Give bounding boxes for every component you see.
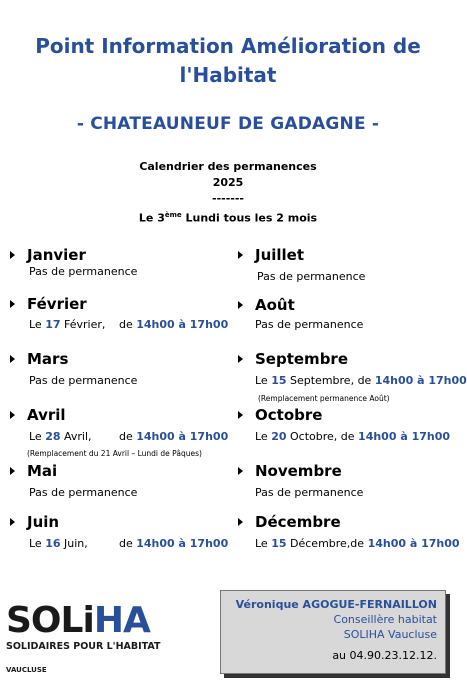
- bullet-icon: [238, 411, 243, 419]
- month-name: Juillet: [255, 246, 305, 264]
- month-fevrier: [10, 295, 87, 313]
- month-name: Mai: [27, 462, 58, 480]
- month-name: Janvier: [27, 246, 86, 264]
- bullet-icon: [238, 301, 243, 309]
- logo-department: VAUCLUSE: [6, 666, 47, 674]
- calendar-rule: Le 3ème Lundi tous les 2 mois: [138, 211, 318, 225]
- mai-text: Pas de permanence: [29, 486, 138, 499]
- janvier-text: Pas de permanence: [29, 265, 138, 278]
- calendar-header: [0, 159, 456, 227]
- avril-date: Le 28 Avril,: [29, 430, 92, 443]
- contact-name: Véronique AGOGUE-FERNAILLON: [235, 598, 437, 611]
- juillet-text: Pas de permanence: [257, 270, 366, 283]
- logo-tagline: SOLIDAIRES POUR L'HABITAT: [6, 641, 161, 652]
- contact-phone: au 04.90.23.12.12.: [332, 649, 437, 662]
- bullet-icon: [238, 251, 243, 259]
- avril-hours: de 14h00 à 17h00: [119, 430, 229, 443]
- soliha-logo: [6, 600, 161, 674]
- month-juin: [10, 513, 59, 531]
- logo-wordmark: SOLiHA: [6, 600, 150, 641]
- month-avril: [10, 406, 66, 424]
- month-name: Février: [27, 295, 87, 313]
- month-name: Septembre: [255, 350, 348, 368]
- fevrier-hours: de 14h00 à 17h00: [119, 318, 229, 331]
- calendar-separator: -------: [212, 192, 244, 205]
- month-name: Avril: [27, 406, 66, 424]
- bullet-icon: [10, 300, 15, 308]
- page-subtitle: - CHATEAUNEUF DE GADAGNE -: [76, 114, 380, 134]
- month-name: Décembre: [255, 513, 341, 531]
- month-aout: [238, 296, 295, 314]
- month-name: Novembre: [255, 462, 342, 480]
- aout-text: Pas de permanence: [255, 318, 364, 331]
- page-title: [0, 32, 456, 90]
- contact-box: [220, 590, 446, 674]
- juin-date: Le 16 Juin,: [29, 537, 88, 550]
- fevrier-date: Le 17 Février,: [29, 318, 106, 331]
- contact-role: Conseillère habitat: [333, 613, 437, 626]
- calendar-label: Calendrier des permanences: [139, 160, 317, 173]
- month-mai: [10, 462, 57, 480]
- month-novembre: [238, 462, 342, 480]
- calendar-year: 2025: [212, 176, 244, 189]
- decembre-date: Le 15 Décembre,de 14h00 à 17h00: [255, 537, 460, 550]
- bullet-icon: [10, 411, 15, 419]
- mars-text: Pas de permanence: [29, 374, 138, 387]
- juin-hours: de 14h00 à 17h00: [119, 537, 229, 550]
- bullet-icon: [10, 518, 15, 526]
- month-juillet: [238, 246, 304, 264]
- title-line-1: Point Information Amélioration de: [35, 34, 421, 58]
- month-octobre: [238, 406, 322, 424]
- contact-org: SOLIHA Vaucluse: [343, 628, 437, 641]
- bullet-icon: [238, 518, 243, 526]
- month-name: Mars: [27, 350, 69, 368]
- title-line-2: l'Habitat: [179, 63, 277, 87]
- bullet-icon: [238, 467, 243, 475]
- month-mars: [10, 350, 68, 368]
- novembre-text: Pas de permanence: [255, 486, 364, 499]
- month-name: Octobre: [255, 406, 323, 424]
- octobre-date: Le 20 Octobre, de 14h00 à 17h00: [255, 430, 451, 443]
- bullet-icon: [10, 251, 15, 259]
- month-name: Août: [255, 296, 295, 314]
- month-decembre: [238, 513, 341, 531]
- avril-note: (Remplacement du 21 Avril – Lundi de Pâques): [27, 449, 202, 458]
- bullet-icon: [10, 467, 15, 475]
- month-septembre: [238, 350, 348, 368]
- bullet-icon: [10, 355, 15, 363]
- bullet-icon: [238, 355, 243, 363]
- month-name: Juin: [27, 513, 60, 531]
- month-janvier: [10, 246, 86, 264]
- septembre-note: (Remplacement permanence Août): [258, 394, 390, 403]
- septembre-date: Le 15 Septembre, de 14h00 à 17h00: [255, 374, 467, 387]
